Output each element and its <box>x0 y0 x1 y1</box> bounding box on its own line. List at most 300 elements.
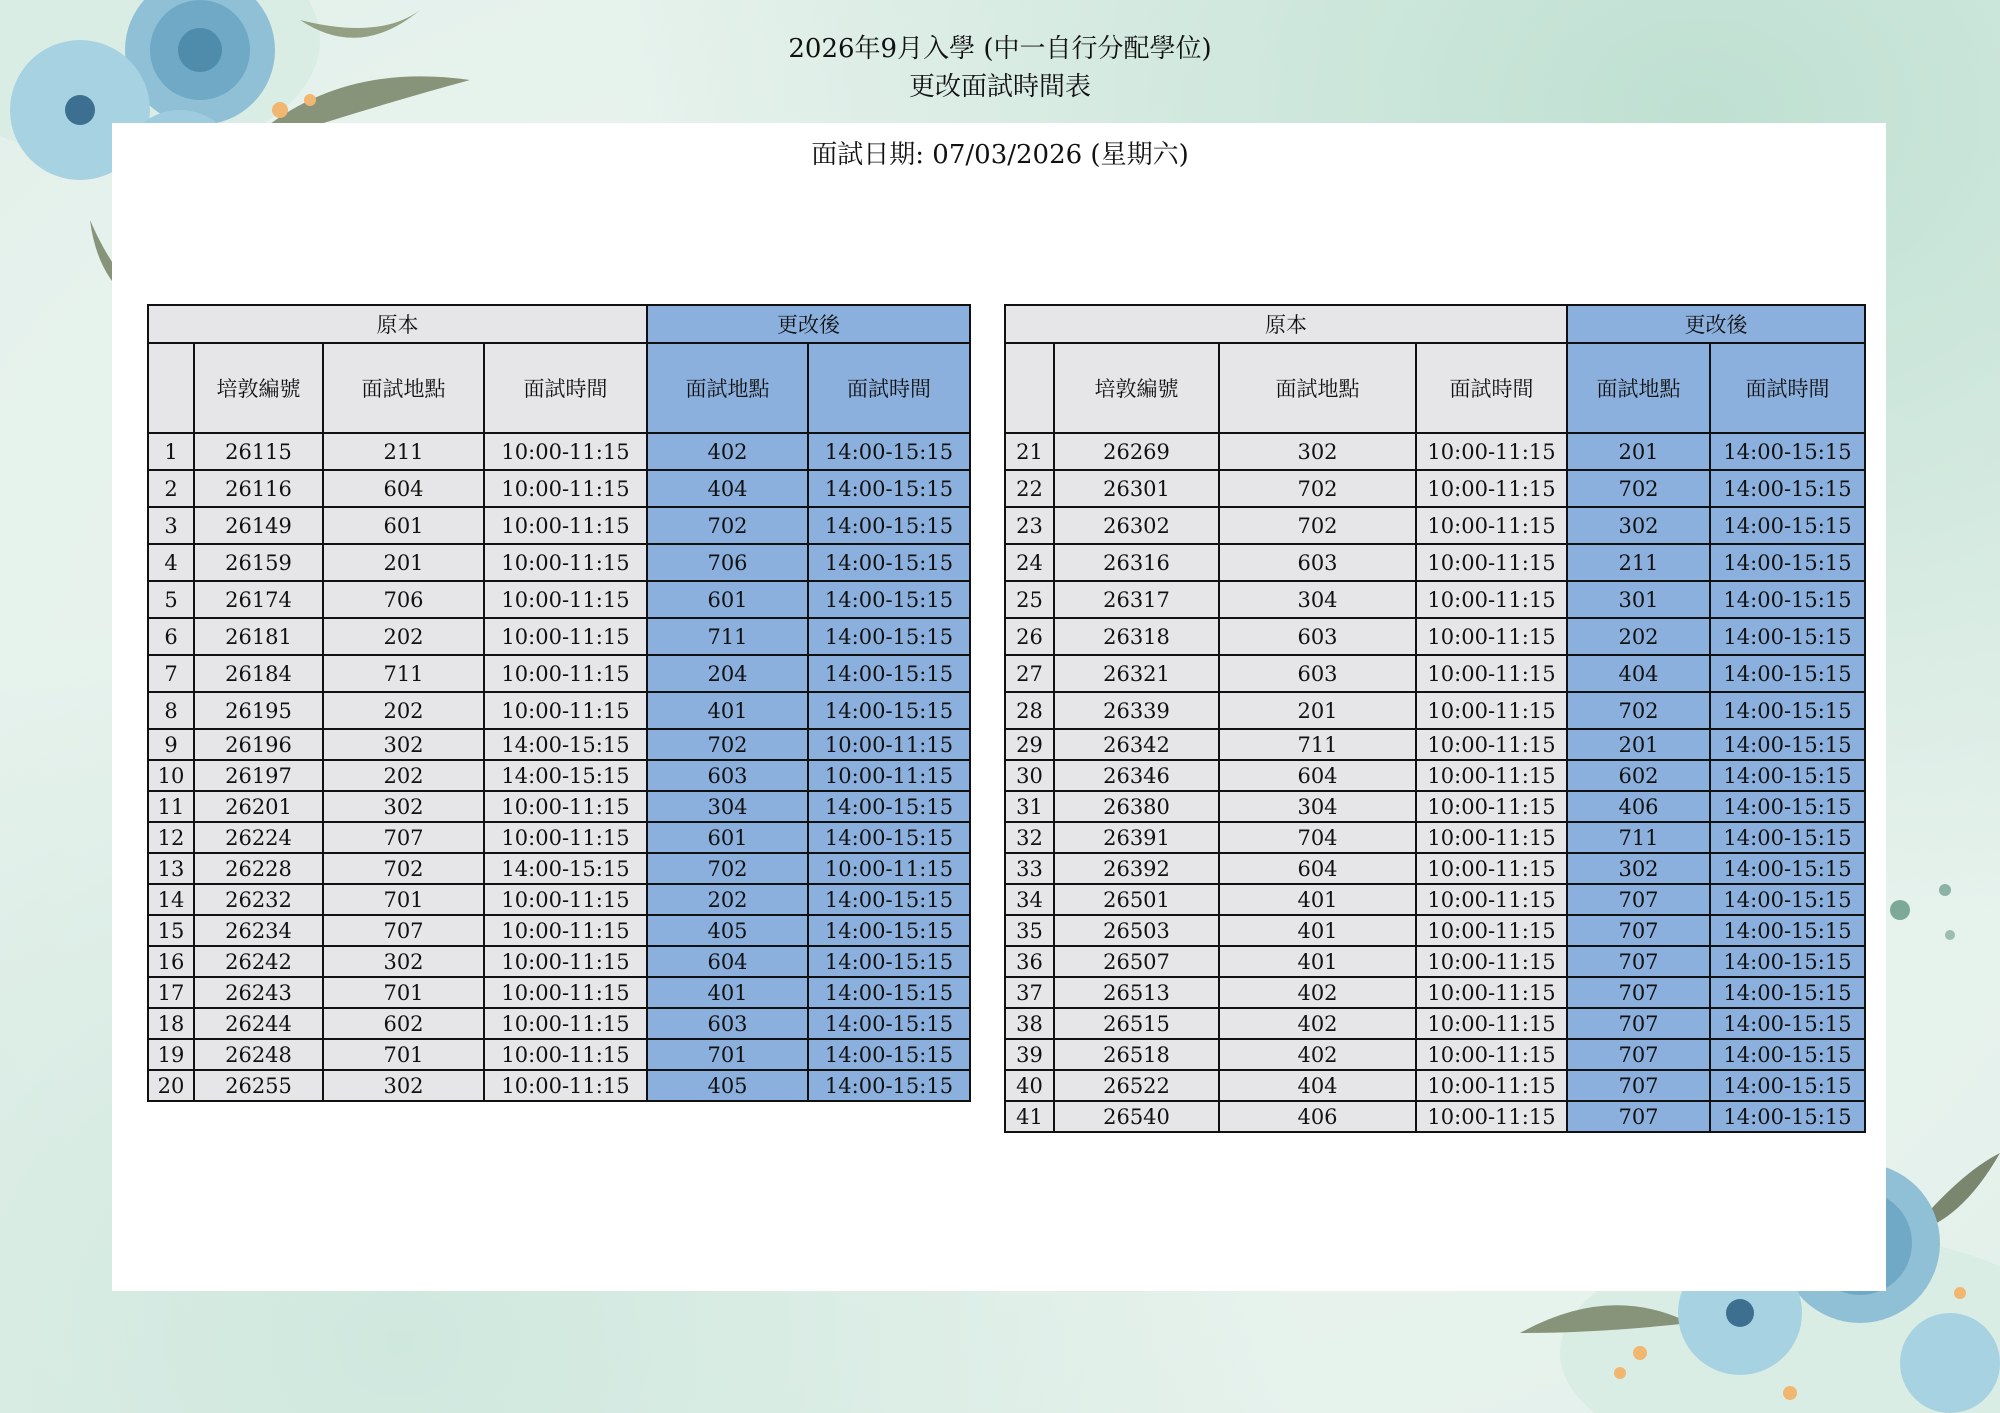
new-venue: 405 <box>647 1070 808 1101</box>
new-time: 14:00-15:15 <box>808 507 970 544</box>
original-time: 10:00-11:15 <box>484 977 647 1008</box>
header-venue: 面試地點 <box>1219 343 1416 433</box>
schedule-table-right <box>1004 304 1866 1133</box>
row-index: 29 <box>1005 729 1054 760</box>
new-time: 14:00-15:15 <box>1710 729 1865 760</box>
new-venue: 711 <box>647 618 808 655</box>
new-venue: 401 <box>647 977 808 1008</box>
page-subtitle: 更改面試時間表 <box>908 72 1091 102</box>
row-index: 27 <box>1005 655 1054 692</box>
original-venue: 604 <box>1219 853 1416 884</box>
original-venue: 702 <box>1219 470 1416 507</box>
new-time: 14:00-15:15 <box>1710 946 1865 977</box>
original-venue: 401 <box>1219 946 1416 977</box>
table-row <box>148 915 970 946</box>
student-no: 26316 <box>1054 544 1219 581</box>
row-index: 3 <box>148 507 194 544</box>
original-time: 10:00-11:15 <box>1416 470 1567 507</box>
original-time: 14:00-15:15 <box>484 760 647 791</box>
new-time: 14:00-15:15 <box>1710 853 1865 884</box>
student-no: 26116 <box>194 470 323 507</box>
table-row <box>1005 946 1865 977</box>
student-no: 26503 <box>1054 915 1219 946</box>
original-venue: 702 <box>323 853 484 884</box>
original-time: 10:00-11:15 <box>1416 433 1567 470</box>
row-index: 20 <box>148 1070 194 1101</box>
original-venue: 701 <box>323 1039 484 1070</box>
table-row <box>1005 692 1865 729</box>
row-index: 4 <box>148 544 194 581</box>
row-index: 6 <box>148 618 194 655</box>
row-index: 14 <box>148 884 194 915</box>
student-no: 26301 <box>1054 470 1219 507</box>
student-no: 26195 <box>194 692 323 729</box>
table-row <box>148 692 970 729</box>
table-row <box>1005 1008 1865 1039</box>
new-venue: 702 <box>1567 692 1710 729</box>
new-time: 14:00-15:15 <box>808 1070 970 1101</box>
student-no: 26317 <box>1054 581 1219 618</box>
header-venue: 面試地點 <box>323 343 484 433</box>
student-no: 26243 <box>194 977 323 1008</box>
original-time: 10:00-11:15 <box>484 655 647 692</box>
row-index: 34 <box>1005 884 1054 915</box>
original-venue: 404 <box>1219 1070 1416 1101</box>
original-time: 10:00-11:15 <box>484 692 647 729</box>
header-new-time: 面試時間 <box>1710 343 1865 433</box>
original-venue: 704 <box>1219 822 1416 853</box>
original-venue: 603 <box>1219 655 1416 692</box>
header-student-no: 培敦編號 <box>1054 343 1219 433</box>
table-row <box>148 544 970 581</box>
table-row <box>1005 655 1865 692</box>
row-index: 15 <box>148 915 194 946</box>
original-time: 10:00-11:15 <box>484 1039 647 1070</box>
original-venue: 603 <box>1219 618 1416 655</box>
original-time: 10:00-11:15 <box>484 1008 647 1039</box>
new-venue: 706 <box>647 544 808 581</box>
original-venue: 302 <box>323 729 484 760</box>
original-venue: 602 <box>323 1008 484 1039</box>
table-row <box>148 507 970 544</box>
original-venue: 304 <box>1219 791 1416 822</box>
new-time: 14:00-15:15 <box>808 655 970 692</box>
new-venue: 603 <box>647 1008 808 1039</box>
interview-date: 面試日期: 07/03/2026 (星期六) <box>811 140 1189 170</box>
row-index: 19 <box>148 1039 194 1070</box>
new-venue: 402 <box>647 433 808 470</box>
new-venue: 707 <box>1567 884 1710 915</box>
original-venue: 604 <box>323 470 484 507</box>
new-time: 14:00-15:15 <box>808 1039 970 1070</box>
student-no: 26380 <box>1054 791 1219 822</box>
new-time: 14:00-15:15 <box>1710 655 1865 692</box>
new-venue: 302 <box>1567 853 1710 884</box>
new-time: 14:00-15:15 <box>808 915 970 946</box>
table-row <box>148 822 970 853</box>
original-venue: 604 <box>1219 760 1416 791</box>
new-time: 14:00-15:15 <box>808 822 970 853</box>
student-no: 26234 <box>194 915 323 946</box>
new-time: 14:00-15:15 <box>1710 581 1865 618</box>
student-no: 26224 <box>194 822 323 853</box>
table-row <box>1005 581 1865 618</box>
row-index: 30 <box>1005 760 1054 791</box>
row-index: 39 <box>1005 1039 1054 1070</box>
new-time: 14:00-15:15 <box>1710 1039 1865 1070</box>
schedule-table-left <box>147 304 971 1102</box>
new-venue: 405 <box>647 915 808 946</box>
new-time: 14:00-15:15 <box>808 946 970 977</box>
original-venue: 402 <box>1219 977 1416 1008</box>
student-no: 26342 <box>1054 729 1219 760</box>
student-no: 26346 <box>1054 760 1219 791</box>
original-venue: 601 <box>323 507 484 544</box>
original-time: 14:00-15:15 <box>484 729 647 760</box>
original-time: 10:00-11:15 <box>484 915 647 946</box>
original-time: 10:00-11:15 <box>1416 977 1567 1008</box>
original-venue: 701 <box>323 884 484 915</box>
header-index <box>1005 343 1054 433</box>
table-row <box>148 1070 970 1101</box>
original-time: 10:00-11:15 <box>1416 915 1567 946</box>
student-no: 26115 <box>194 433 323 470</box>
row-index: 28 <box>1005 692 1054 729</box>
original-venue: 402 <box>1219 1008 1416 1039</box>
new-time: 14:00-15:15 <box>808 884 970 915</box>
new-venue: 201 <box>1567 433 1710 470</box>
new-time: 14:00-15:15 <box>1710 977 1865 1008</box>
table-row <box>148 655 970 692</box>
new-venue: 601 <box>647 822 808 853</box>
table-row <box>1005 507 1865 544</box>
original-time: 10:00-11:15 <box>1416 791 1567 822</box>
original-time: 10:00-11:15 <box>1416 1008 1567 1039</box>
new-time: 14:00-15:15 <box>1710 884 1865 915</box>
student-no: 26255 <box>194 1070 323 1101</box>
original-time: 10:00-11:15 <box>484 1070 647 1101</box>
student-no: 26302 <box>1054 507 1219 544</box>
original-time: 10:00-11:15 <box>484 946 647 977</box>
table-row <box>148 1008 970 1039</box>
row-index: 36 <box>1005 946 1054 977</box>
new-time: 10:00-11:15 <box>808 729 970 760</box>
original-venue: 202 <box>323 692 484 729</box>
new-venue: 202 <box>647 884 808 915</box>
row-index: 33 <box>1005 853 1054 884</box>
new-venue: 707 <box>1567 1101 1710 1132</box>
row-index: 8 <box>148 692 194 729</box>
row-index: 41 <box>1005 1101 1054 1132</box>
original-venue: 702 <box>1219 507 1416 544</box>
table-row <box>148 470 970 507</box>
new-venue: 707 <box>1567 1070 1710 1101</box>
header-original: 原本 <box>1005 305 1567 343</box>
original-time: 10:00-11:15 <box>1416 1039 1567 1070</box>
original-time: 10:00-11:15 <box>484 884 647 915</box>
new-venue: 603 <box>647 760 808 791</box>
original-time: 10:00-11:15 <box>1416 581 1567 618</box>
original-venue: 302 <box>323 791 484 822</box>
student-no: 26159 <box>194 544 323 581</box>
table-row <box>148 618 970 655</box>
table-row <box>148 853 970 884</box>
table-row <box>1005 729 1865 760</box>
new-venue: 702 <box>647 729 808 760</box>
row-index: 7 <box>148 655 194 692</box>
row-index: 16 <box>148 946 194 977</box>
original-venue: 406 <box>1219 1101 1416 1132</box>
table-row <box>148 1039 970 1070</box>
original-venue: 701 <box>323 977 484 1008</box>
new-time: 14:00-15:15 <box>808 1008 970 1039</box>
new-venue: 211 <box>1567 544 1710 581</box>
table-row <box>148 977 970 1008</box>
original-venue: 302 <box>1219 433 1416 470</box>
table-row <box>148 946 970 977</box>
student-no: 26244 <box>194 1008 323 1039</box>
original-venue: 707 <box>323 822 484 853</box>
new-venue: 604 <box>647 946 808 977</box>
student-no: 26391 <box>1054 822 1219 853</box>
new-time: 14:00-15:15 <box>1710 915 1865 946</box>
new-time: 14:00-15:15 <box>1710 433 1865 470</box>
table-row <box>1005 822 1865 853</box>
row-index: 9 <box>148 729 194 760</box>
row-index: 32 <box>1005 822 1054 853</box>
row-index: 22 <box>1005 470 1054 507</box>
original-time: 10:00-11:15 <box>484 544 647 581</box>
original-venue: 211 <box>323 433 484 470</box>
original-venue: 711 <box>1219 729 1416 760</box>
new-venue: 404 <box>1567 655 1710 692</box>
table-row <box>1005 760 1865 791</box>
original-venue: 202 <box>323 760 484 791</box>
new-time: 14:00-15:15 <box>1710 470 1865 507</box>
student-no: 26339 <box>1054 692 1219 729</box>
table-row <box>1005 1101 1865 1132</box>
new-venue: 602 <box>1567 760 1710 791</box>
student-no: 26149 <box>194 507 323 544</box>
header-time: 面試時間 <box>484 343 647 433</box>
new-venue: 707 <box>1567 977 1710 1008</box>
original-venue: 401 <box>1219 884 1416 915</box>
student-no: 26507 <box>1054 946 1219 977</box>
header-original: 原本 <box>148 305 647 343</box>
student-no: 26321 <box>1054 655 1219 692</box>
new-time: 14:00-15:15 <box>1710 1008 1865 1039</box>
row-index: 11 <box>148 791 194 822</box>
table-row <box>1005 853 1865 884</box>
table-row <box>1005 544 1865 581</box>
table-row <box>148 433 970 470</box>
row-index: 23 <box>1005 507 1054 544</box>
row-index: 35 <box>1005 915 1054 946</box>
student-no: 26515 <box>1054 1008 1219 1039</box>
row-index: 17 <box>148 977 194 1008</box>
new-time: 14:00-15:15 <box>808 692 970 729</box>
new-time: 14:00-15:15 <box>1710 692 1865 729</box>
new-time: 14:00-15:15 <box>808 977 970 1008</box>
student-no: 26201 <box>194 791 323 822</box>
new-venue: 302 <box>1567 507 1710 544</box>
row-index: 24 <box>1005 544 1054 581</box>
new-time: 14:00-15:15 <box>808 433 970 470</box>
student-no: 26501 <box>1054 884 1219 915</box>
original-time: 10:00-11:15 <box>1416 655 1567 692</box>
new-venue: 711 <box>1567 822 1710 853</box>
row-index: 5 <box>148 581 194 618</box>
new-venue: 702 <box>1567 470 1710 507</box>
original-time: 14:00-15:15 <box>484 853 647 884</box>
original-time: 10:00-11:15 <box>484 507 647 544</box>
new-venue: 202 <box>1567 618 1710 655</box>
new-time: 10:00-11:15 <box>808 853 970 884</box>
original-venue: 603 <box>1219 544 1416 581</box>
original-venue: 711 <box>323 655 484 692</box>
row-index: 21 <box>1005 433 1054 470</box>
original-venue: 201 <box>323 544 484 581</box>
table-row <box>1005 618 1865 655</box>
table-row <box>1005 1070 1865 1101</box>
header-time: 面試時間 <box>1416 343 1567 433</box>
original-time: 10:00-11:15 <box>1416 1101 1567 1132</box>
new-time: 14:00-15:15 <box>1710 822 1865 853</box>
table-row <box>1005 884 1865 915</box>
original-venue: 707 <box>323 915 484 946</box>
original-venue: 401 <box>1219 915 1416 946</box>
student-no: 26181 <box>194 618 323 655</box>
row-index: 25 <box>1005 581 1054 618</box>
new-venue: 702 <box>647 507 808 544</box>
original-time: 10:00-11:15 <box>1416 946 1567 977</box>
original-time: 10:00-11:15 <box>484 618 647 655</box>
student-no: 26196 <box>194 729 323 760</box>
header-new-time: 面試時間 <box>808 343 970 433</box>
new-time: 14:00-15:15 <box>808 544 970 581</box>
table-row <box>148 884 970 915</box>
table-row <box>1005 915 1865 946</box>
header-new-venue: 面試地點 <box>1567 343 1710 433</box>
student-no: 26540 <box>1054 1101 1219 1132</box>
original-time: 10:00-11:15 <box>1416 692 1567 729</box>
row-index: 18 <box>148 1008 194 1039</box>
row-index: 10 <box>148 760 194 791</box>
new-time: 14:00-15:15 <box>808 618 970 655</box>
original-time: 10:00-11:15 <box>484 470 647 507</box>
student-no: 26513 <box>1054 977 1219 1008</box>
new-venue: 404 <box>647 470 808 507</box>
table-row <box>1005 433 1865 470</box>
new-time: 14:00-15:15 <box>808 791 970 822</box>
new-time: 14:00-15:15 <box>1710 760 1865 791</box>
new-venue: 406 <box>1567 791 1710 822</box>
original-time: 10:00-11:15 <box>1416 618 1567 655</box>
row-index: 38 <box>1005 1008 1054 1039</box>
new-time: 14:00-15:15 <box>1710 507 1865 544</box>
student-no: 26242 <box>194 946 323 977</box>
original-venue: 201 <box>1219 692 1416 729</box>
original-time: 10:00-11:15 <box>1416 822 1567 853</box>
table-row <box>148 729 970 760</box>
original-time: 10:00-11:15 <box>1416 507 1567 544</box>
student-no: 26269 <box>1054 433 1219 470</box>
new-venue: 707 <box>1567 1008 1710 1039</box>
student-no: 26522 <box>1054 1070 1219 1101</box>
header-changed: 更改後 <box>647 305 970 343</box>
new-venue: 701 <box>647 1039 808 1070</box>
new-time: 14:00-15:15 <box>1710 1101 1865 1132</box>
original-time: 10:00-11:15 <box>484 581 647 618</box>
table-row <box>148 581 970 618</box>
new-time: 14:00-15:15 <box>1710 791 1865 822</box>
original-time: 10:00-11:15 <box>1416 1070 1567 1101</box>
row-index: 1 <box>148 433 194 470</box>
new-venue: 204 <box>647 655 808 692</box>
original-time: 10:00-11:15 <box>1416 729 1567 760</box>
table-row <box>1005 1039 1865 1070</box>
original-time: 10:00-11:15 <box>1416 760 1567 791</box>
original-venue: 202 <box>323 618 484 655</box>
student-no: 26232 <box>194 884 323 915</box>
new-venue: 707 <box>1567 1039 1710 1070</box>
original-venue: 302 <box>323 1070 484 1101</box>
row-index: 37 <box>1005 977 1054 1008</box>
student-no: 26174 <box>194 581 323 618</box>
new-venue: 304 <box>647 791 808 822</box>
original-time: 10:00-11:15 <box>1416 544 1567 581</box>
new-venue: 702 <box>647 853 808 884</box>
row-index: 31 <box>1005 791 1054 822</box>
original-venue: 302 <box>323 946 484 977</box>
original-time: 10:00-11:15 <box>484 791 647 822</box>
header-changed: 更改後 <box>1567 305 1865 343</box>
new-time: 14:00-15:15 <box>808 581 970 618</box>
row-index: 13 <box>148 853 194 884</box>
new-time: 14:00-15:15 <box>1710 544 1865 581</box>
new-time: 14:00-15:15 <box>1710 1070 1865 1101</box>
new-time: 14:00-15:15 <box>1710 618 1865 655</box>
original-venue: 706 <box>323 581 484 618</box>
original-time: 10:00-11:15 <box>484 822 647 853</box>
row-index: 40 <box>1005 1070 1054 1101</box>
student-no: 26318 <box>1054 618 1219 655</box>
new-venue: 401 <box>647 692 808 729</box>
header-student-no: 培敦編號 <box>194 343 323 433</box>
header-new-venue: 面試地點 <box>647 343 808 433</box>
original-time: 10:00-11:15 <box>1416 853 1567 884</box>
new-venue: 707 <box>1567 915 1710 946</box>
new-time: 10:00-11:15 <box>808 760 970 791</box>
student-no: 26518 <box>1054 1039 1219 1070</box>
page-title: 2026年9月入學 (中一自行分配學位) <box>788 34 1212 64</box>
row-index: 2 <box>148 470 194 507</box>
table-row <box>1005 470 1865 507</box>
table-row <box>148 791 970 822</box>
table-row <box>1005 977 1865 1008</box>
new-venue: 601 <box>647 581 808 618</box>
header-index <box>148 343 194 433</box>
new-venue: 301 <box>1567 581 1710 618</box>
table-row <box>148 760 970 791</box>
student-no: 26184 <box>194 655 323 692</box>
student-no: 26392 <box>1054 853 1219 884</box>
student-no: 26248 <box>194 1039 323 1070</box>
student-no: 26228 <box>194 853 323 884</box>
row-index: 26 <box>1005 618 1054 655</box>
student-no: 26197 <box>194 760 323 791</box>
original-time: 10:00-11:15 <box>484 433 647 470</box>
